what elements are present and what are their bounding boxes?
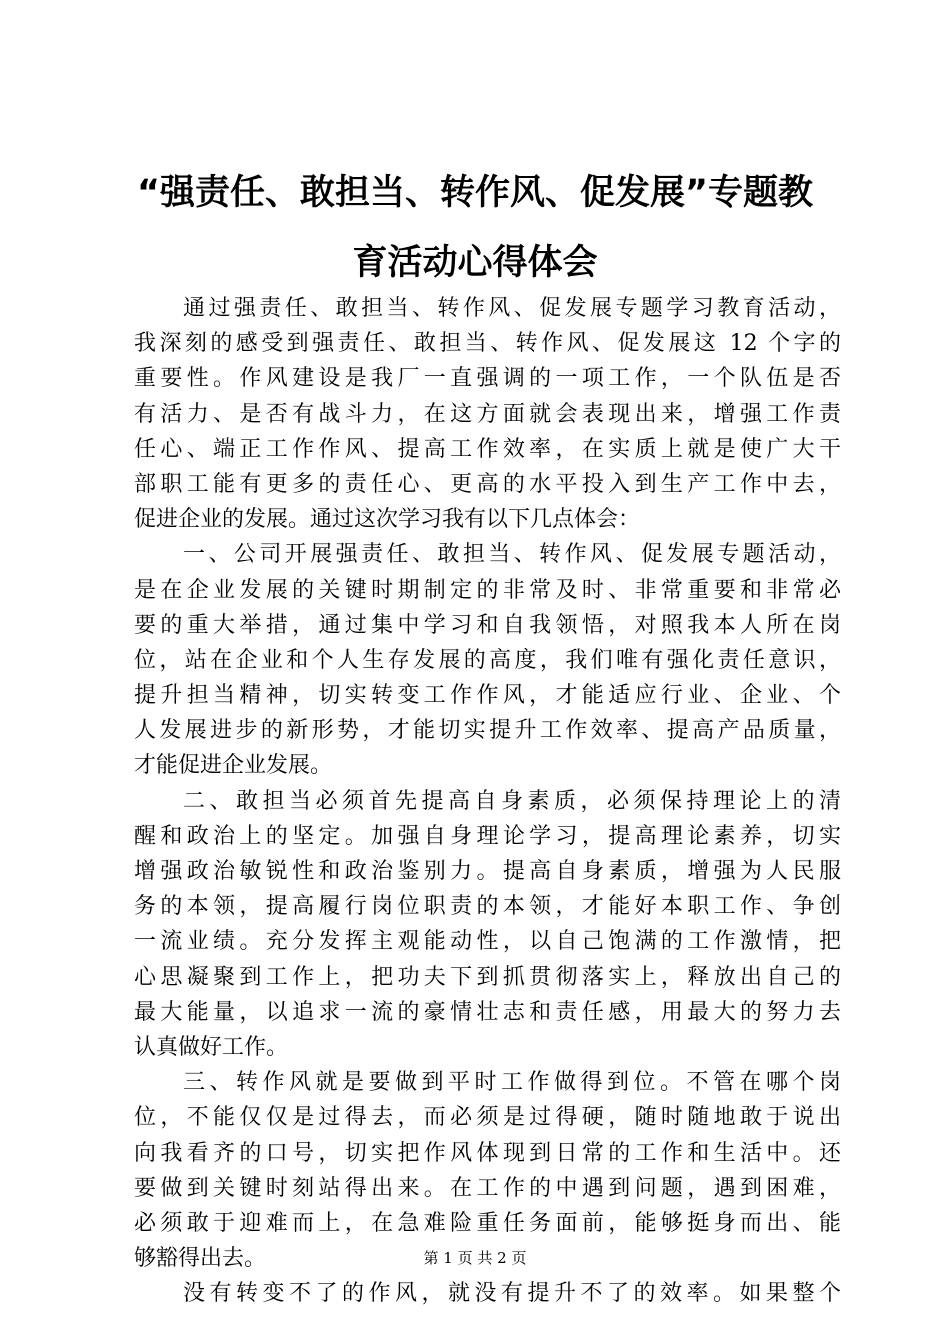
paragraph-line: 二、敢担当必须首先提高自身素质，必须保持理论上的清 (183, 788, 841, 814)
paragraph-line: 提升担当精神，切实转变工作作风，才能适应行业、企业、个 (134, 683, 841, 709)
paragraph-line: 重要性。作风建设是我厂一直强调的一项工作，一个队伍是否 (134, 366, 841, 392)
paragraph-line: 位，站在企业和个人生存发展的高度，我们唯有强化责任意识， (134, 647, 841, 673)
paragraph (134, 537, 841, 783)
paragraph-line: 部职工能有更多的责任心、更高的水平投入到生产工作中去， (134, 471, 841, 497)
paragraph-line: 够豁得出去。 (134, 1246, 267, 1272)
paragraph-line: 通过强责任、敢担当、转作风、促发展专题学习教育活动， (183, 296, 841, 321)
paragraph-line: 醒和政治上的坚定。加强自身理论学习，提高理论素养，切实 (134, 823, 841, 849)
paragraph-line: 是在企业发展的关键时期制定的非常及时、非常重要和非常必 (134, 577, 841, 603)
paragraph-line: 三、转作风就是要做到平时工作做得到位。不管在哪个岗 (183, 1070, 841, 1096)
paragraph (134, 291, 841, 537)
paragraph (134, 784, 841, 1066)
document-title (100, 158, 850, 298)
page-footer: 第 1 页 共 2 页 (423, 1249, 527, 1267)
paragraph-line: 位，不能仅仅是过得去，而必须是过得硬，随时随地敢于说出 (134, 1105, 841, 1131)
paragraph-line: 才能促进企业发展。 (134, 753, 333, 779)
paragraph-line: 必须敢于迎难而上，在急难险重任务面前，能够挺身而出、能 (134, 1210, 841, 1236)
title-line: “强责任、敢担当、转作风、促发展”专题教 (136, 173, 813, 213)
document-body (134, 291, 841, 1311)
title-line: 育活动心得体会 (352, 243, 598, 283)
paragraph-line: 认真做好工作。 (134, 1034, 289, 1060)
paragraph-line: 任心、端正工作作风、提高工作效率，在实质上就是使广大干 (134, 436, 841, 462)
paragraph-line: 要的重大举措，通过集中学习和自我领悟，对照我本人所在岗 (134, 612, 841, 638)
paragraph-line: 有活力、是否有战斗力，在这方面就会表现出来，增强工作责 (134, 401, 841, 427)
paragraph-line: 一、公司开展强责任、敢担当、转作风、促发展专题活动， (183, 542, 841, 568)
paragraph (134, 1276, 841, 1311)
paragraph-line: 促进企业的发展。通过这次学习我有以下几点体会： (134, 507, 641, 533)
paragraph-line: 人发展进步的新形势，才能切实提升工作效率、提高产品质量， (134, 718, 841, 744)
paragraph-line: 一流业绩。充分发挥主观能动性，以自己饱满的工作激情，把 (134, 929, 841, 955)
paragraph-line: 最大能量，以追求一流的豪情壮志和责任感，用最大的努力去 (134, 999, 841, 1025)
paragraph-line: 没有转变不了的作风，就没有提升不了的效率。如果整个 (183, 1281, 841, 1307)
paragraph (134, 1065, 841, 1276)
paragraph-line: 我深刻的感受到强责任、敢担当、转作风、促发展这 12 个字的 (134, 331, 841, 357)
paragraph-line: 向我看齐的口号，切实把作风体现到日常的工作和生活中。还 (134, 1140, 841, 1166)
paragraph-line: 增强政治敏锐性和政治鉴别力。提高自身素质，增强为人民服 (134, 859, 841, 884)
paragraph-line: 务的本领，提高履行岗位职责的本领，才能好本职工作、争创 (134, 894, 841, 920)
paragraph-line: 要做到关键时刻站得出来。在工作的中遇到问题，遇到困难， (134, 1175, 841, 1201)
paragraph-line: 心思凝聚到工作上，把功夫下到抓贯彻落实上，释放出自己的 (134, 964, 841, 990)
